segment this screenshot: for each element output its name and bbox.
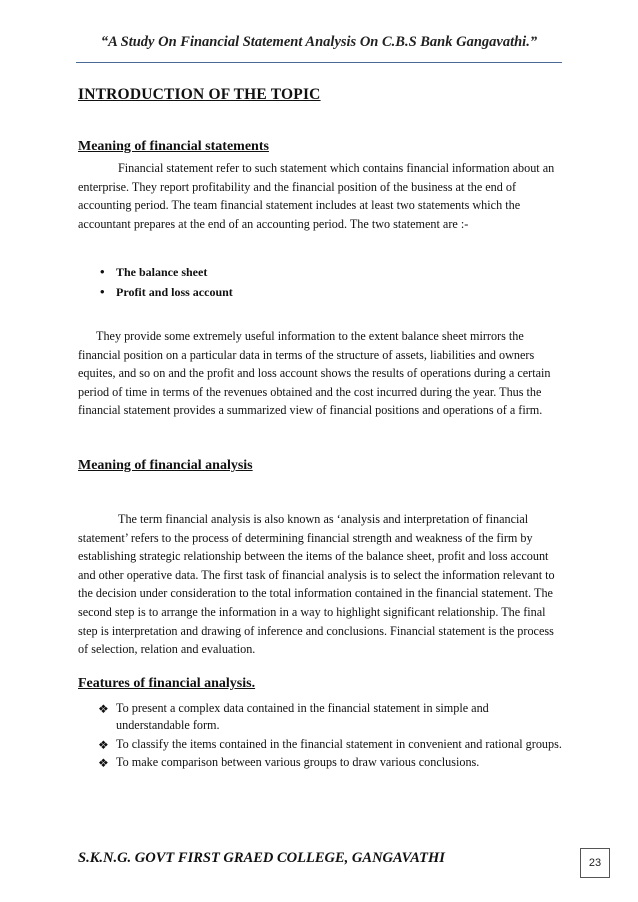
list-item-text: To make comparison between various groups to draw various conclusions. xyxy=(116,755,480,770)
paragraph-text: They provide some extremely useful information to the extent balance sheet mirrors the financial position on a particular data in terms of the structure of assets, liabilities and owners equites, and so on and the profit and loss account shows the results of operations during a certain period of time in terms of the revenues obtained and the cost incurred during the year. Thus the financial statement provides a summarized view of financial positions and operations of a firm. xyxy=(78,329,551,418)
page-number: 23 xyxy=(580,848,610,878)
list-item xyxy=(98,754,562,771)
footer-college-name: S.K.N.G. GOVT FIRST GRAED COLLEGE, GANGAVATHI xyxy=(78,850,445,866)
features-list xyxy=(98,700,562,773)
diamond-bullet-icon: ❖ xyxy=(98,702,109,716)
paragraph-statement-uses xyxy=(78,327,562,420)
statement-list xyxy=(78,262,233,302)
section-heading-features: Features of financial analysis. xyxy=(78,676,256,691)
paragraph-financial-analysis xyxy=(78,510,562,659)
list-item-text: To present a complex data contained in the financial statement in simple and understandable form. xyxy=(116,701,489,732)
list-item-text: The balance sheet xyxy=(116,265,208,279)
paragraph-text: Financial statement refer to such statement which contains financial information about an enterprise. They report profitability and the financial position of the business at the end of accounting period. The team financial statement includes at least two statements which the accountant prepares at the end of an accounting period. The two statement are :- xyxy=(78,161,555,231)
paragraph-financial-statements xyxy=(78,159,562,233)
list-item xyxy=(98,700,562,734)
section-heading-financial-analysis: Meaning of financial analysis xyxy=(78,458,253,473)
list-item xyxy=(98,736,562,753)
list-item xyxy=(78,282,233,302)
diamond-bullet-icon: ❖ xyxy=(98,737,109,752)
list-item-text: Profit and loss account xyxy=(116,285,233,299)
main-title: INTRODUCTION OF THE TOPIC xyxy=(78,86,321,103)
diamond-bullet-icon: ❖ xyxy=(98,756,109,771)
header-rule xyxy=(76,62,562,63)
paragraph-text: The term financial analysis is also known as ‘analysis and interpretation of financial statement’ refers to the process of determining financial strength and weakness of the firm by establishing strategic relationship between the items of the balance sheet, profit and loss account and other operative data. The first task of financial analysis is to select the information relevant to the decision under consideration to the total information contained in the financial statement. The second step is to arrange the information in a way to highlight significant relationship. The final step is interpretation and drawing of inference and conclusions. Financial statement is the process of selection, relation and evaluation. xyxy=(78,512,555,657)
list-item-text: To classify the items contained in the financial statement in convenient and rational groups. xyxy=(116,736,562,751)
section-heading-financial-statements: Meaning of financial statements xyxy=(78,139,269,154)
list-item xyxy=(78,262,233,282)
page-header-title: “A Study On Financial Statement Analysis On C.B.S Bank Gangavathi.” xyxy=(100,34,538,50)
